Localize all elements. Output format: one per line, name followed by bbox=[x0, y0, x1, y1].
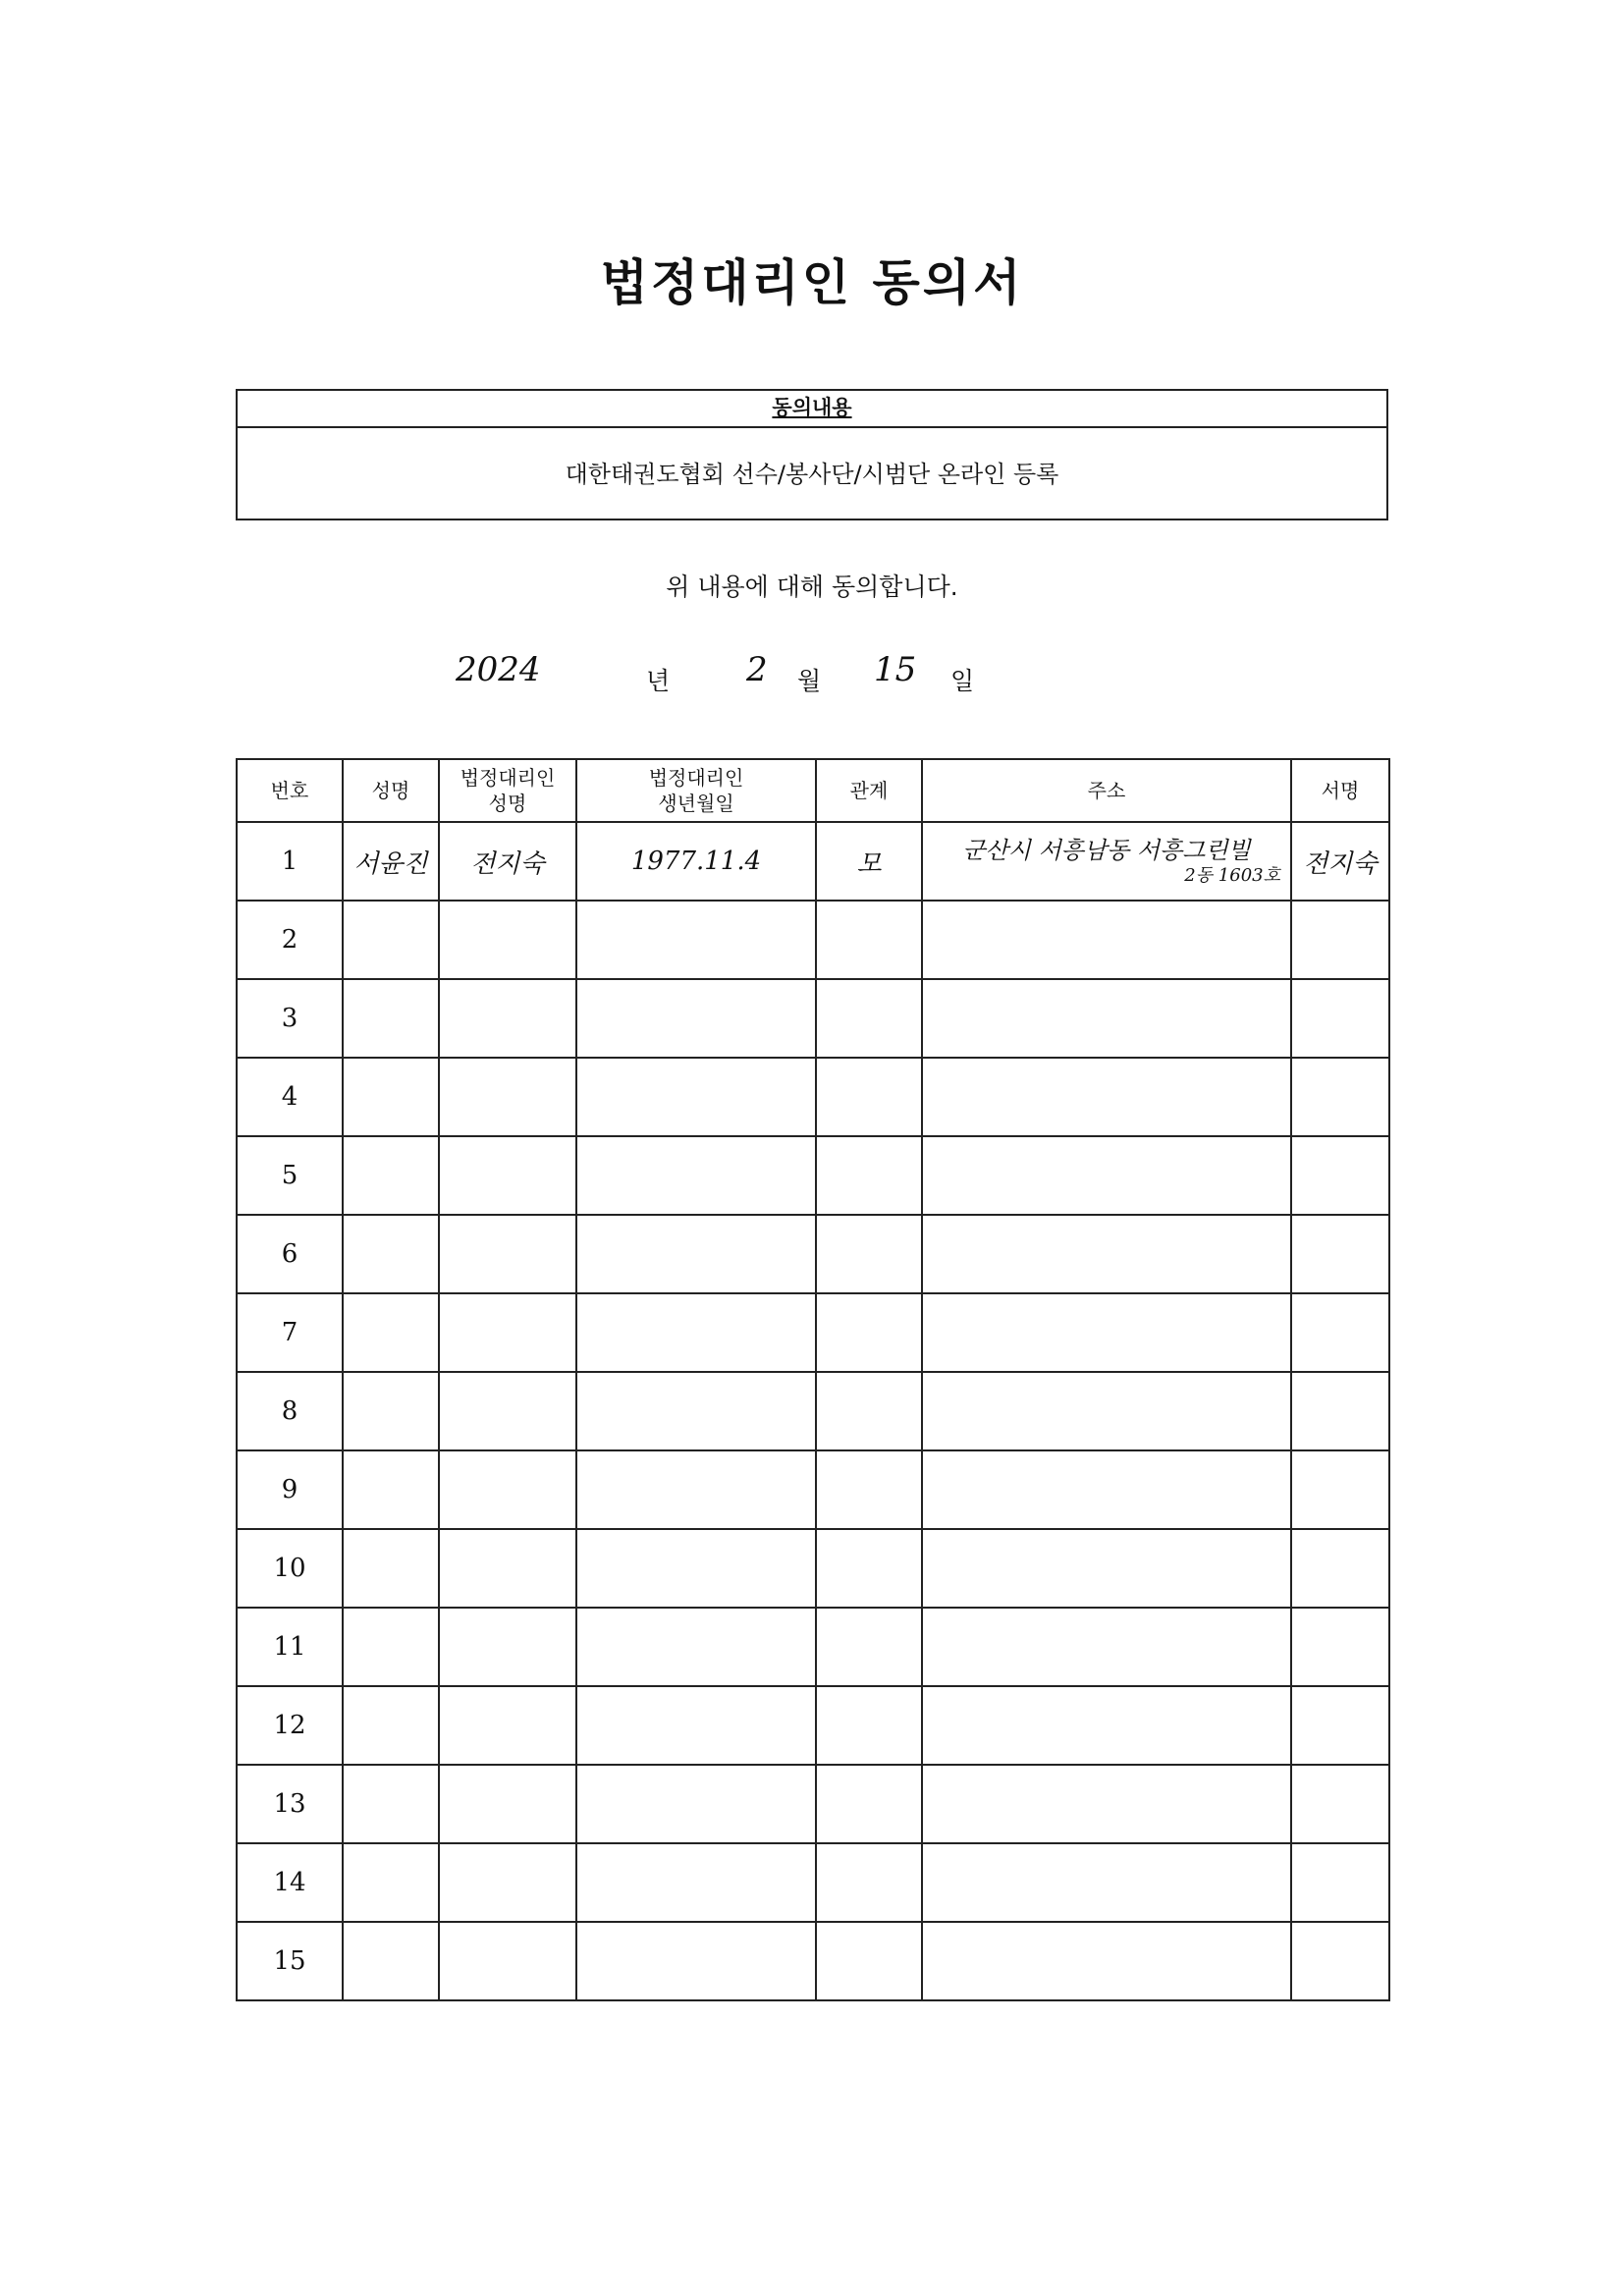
header-name: 성명 bbox=[343, 759, 439, 822]
table-row bbox=[237, 1215, 1389, 1293]
row-name bbox=[343, 1765, 439, 1843]
row-signature bbox=[1291, 1765, 1389, 1843]
row-signature bbox=[1291, 1450, 1389, 1529]
date-month: 2 bbox=[746, 650, 768, 689]
row-number: 14 bbox=[237, 1843, 343, 1922]
table-row bbox=[237, 1686, 1389, 1765]
row-relation bbox=[816, 979, 922, 1058]
row-guardian-name bbox=[439, 1450, 576, 1529]
row-guardian-name bbox=[439, 1843, 576, 1922]
row-number: 15 bbox=[237, 1922, 343, 2000]
row-number: 13 bbox=[237, 1765, 343, 1843]
row-signature bbox=[1291, 1215, 1389, 1293]
row-name bbox=[343, 1608, 439, 1686]
table-row bbox=[237, 979, 1389, 1058]
row-number: 7 bbox=[237, 1293, 343, 1372]
row-address bbox=[922, 1215, 1291, 1293]
row-name bbox=[343, 1293, 439, 1372]
row-address bbox=[922, 1450, 1291, 1529]
row-guardian-name: 전지숙 bbox=[439, 822, 576, 901]
row-guardian-name bbox=[439, 1058, 576, 1136]
row-name bbox=[343, 1215, 439, 1293]
row-signature bbox=[1291, 1058, 1389, 1136]
row-guardian-name bbox=[439, 1922, 576, 2000]
consent-content: 대한태권도협회 선수/봉사단/시범단 온라인 등록 bbox=[565, 461, 1059, 488]
row-guardian-name bbox=[439, 979, 576, 1058]
row-signature bbox=[1291, 901, 1389, 979]
row-number: 9 bbox=[237, 1450, 343, 1529]
row-name bbox=[343, 1843, 439, 1922]
row-guardian-name bbox=[439, 1765, 576, 1843]
row-signature bbox=[1291, 1293, 1389, 1372]
row-guardian-birth bbox=[576, 1686, 816, 1765]
row-number: 6 bbox=[237, 1215, 343, 1293]
row-signature: 전지숙 bbox=[1291, 822, 1389, 901]
row-number: 1 bbox=[237, 822, 343, 901]
header-address: 주소 bbox=[922, 759, 1291, 822]
row-number: 12 bbox=[237, 1686, 343, 1765]
table-row bbox=[237, 1136, 1389, 1215]
row-signature bbox=[1291, 1686, 1389, 1765]
row-signature bbox=[1291, 1608, 1389, 1686]
row-relation bbox=[816, 901, 922, 979]
row-relation: 모 bbox=[816, 822, 922, 901]
row-signature bbox=[1291, 1372, 1389, 1450]
row-guardian-name bbox=[439, 901, 576, 979]
row-number: 5 bbox=[237, 1136, 343, 1215]
row-name bbox=[343, 1450, 439, 1529]
row-guardian-birth bbox=[576, 1450, 816, 1529]
row-relation bbox=[816, 1765, 922, 1843]
row-address bbox=[922, 1608, 1291, 1686]
table-row bbox=[237, 1765, 1389, 1843]
document-title: 법정대리인 동의서 bbox=[600, 254, 1024, 311]
row-number: 2 bbox=[237, 901, 343, 979]
row-address bbox=[922, 1136, 1291, 1215]
row-signature bbox=[1291, 1529, 1389, 1608]
row-name bbox=[343, 901, 439, 979]
header-signature: 서명 bbox=[1291, 759, 1389, 822]
agree-statement: 위 내용에 대해 동의합니다. bbox=[666, 573, 958, 601]
row-relation bbox=[816, 1843, 922, 1922]
row-guardian-birth bbox=[576, 1293, 816, 1372]
row-address bbox=[922, 901, 1291, 979]
date-month-unit: 월 bbox=[797, 667, 822, 695]
row-name bbox=[343, 1058, 439, 1136]
row-name bbox=[343, 1136, 439, 1215]
guardian-table bbox=[236, 758, 1390, 2001]
row-address bbox=[922, 1293, 1291, 1372]
row-guardian-birth bbox=[576, 1843, 816, 1922]
row-relation bbox=[816, 1686, 922, 1765]
row-number: 8 bbox=[237, 1372, 343, 1450]
date-year-unit: 년 bbox=[646, 667, 671, 695]
date-year: 2024 bbox=[456, 650, 541, 689]
row-address bbox=[922, 1686, 1291, 1765]
row-relation bbox=[816, 1136, 922, 1215]
row-address bbox=[922, 1372, 1291, 1450]
row-relation bbox=[816, 1529, 922, 1608]
row-guardian-name bbox=[439, 1136, 576, 1215]
table-row bbox=[237, 1293, 1389, 1372]
row-name bbox=[343, 1529, 439, 1608]
consent-header: 동의내용 bbox=[238, 391, 1386, 428]
row-name bbox=[343, 1372, 439, 1450]
row-relation bbox=[816, 1450, 922, 1529]
header-guardian-birth: 법정대리인 생년월일 bbox=[576, 759, 816, 822]
row-number: 4 bbox=[237, 1058, 343, 1136]
row-signature bbox=[1291, 1136, 1389, 1215]
row-relation bbox=[816, 1372, 922, 1450]
row-address bbox=[922, 1058, 1291, 1136]
table-header-row bbox=[237, 759, 1389, 822]
row-guardian-birth: 1977.11.4 bbox=[576, 822, 816, 901]
row-guardian-birth bbox=[576, 1922, 816, 2000]
table-row bbox=[237, 901, 1389, 979]
row-signature bbox=[1291, 1843, 1389, 1922]
row-guardian-birth bbox=[576, 979, 816, 1058]
header-relation: 관계 bbox=[816, 759, 922, 822]
row-guardian-birth bbox=[576, 1058, 816, 1136]
row-address bbox=[922, 1765, 1291, 1843]
row-guardian-name bbox=[439, 1293, 576, 1372]
row-relation bbox=[816, 1293, 922, 1372]
row-guardian-name bbox=[439, 1529, 576, 1608]
row-guardian-birth bbox=[576, 1136, 816, 1215]
row-address: 군산시 서흥남동 서흥그린빌 2동 1603호 bbox=[922, 822, 1291, 901]
row-number: 11 bbox=[237, 1608, 343, 1686]
row-guardian-name bbox=[439, 1215, 576, 1293]
row-name: 서윤진 bbox=[343, 822, 439, 901]
row-guardian-birth bbox=[576, 1529, 816, 1608]
table-row bbox=[237, 1372, 1389, 1450]
row-name bbox=[343, 1922, 439, 2000]
row-guardian-name bbox=[439, 1608, 576, 1686]
table-body bbox=[237, 822, 1389, 2000]
table-row bbox=[237, 1922, 1389, 2000]
row-relation bbox=[816, 1922, 922, 2000]
table-row bbox=[237, 1058, 1389, 1136]
row-guardian-birth bbox=[576, 1608, 816, 1686]
table-row bbox=[237, 1529, 1389, 1608]
row-relation bbox=[816, 1608, 922, 1686]
row-guardian-birth bbox=[576, 901, 816, 979]
row-guardian-name bbox=[439, 1372, 576, 1450]
row-number: 3 bbox=[237, 979, 343, 1058]
row-relation bbox=[816, 1215, 922, 1293]
header-no: 번호 bbox=[237, 759, 343, 822]
row-address bbox=[922, 1529, 1291, 1608]
row-address bbox=[922, 1843, 1291, 1922]
row-guardian-birth bbox=[576, 1765, 816, 1843]
consent-box bbox=[236, 389, 1388, 520]
table-row bbox=[237, 1843, 1389, 1922]
row-guardian-birth bbox=[576, 1215, 816, 1293]
date-line bbox=[432, 648, 1021, 717]
row-guardian-birth bbox=[576, 1372, 816, 1450]
table-row bbox=[237, 1450, 1389, 1529]
row-signature bbox=[1291, 979, 1389, 1058]
table-row bbox=[237, 1608, 1389, 1686]
row-signature bbox=[1291, 1922, 1389, 2000]
row-name bbox=[343, 1686, 439, 1765]
row-number: 10 bbox=[237, 1529, 343, 1608]
row-address bbox=[922, 979, 1291, 1058]
table-row bbox=[237, 822, 1389, 901]
date-day-unit: 일 bbox=[950, 667, 975, 695]
date-day: 15 bbox=[874, 650, 917, 689]
row-address bbox=[922, 1922, 1291, 2000]
header-guardian-name: 법정대리인 성명 bbox=[439, 759, 576, 822]
row-guardian-name bbox=[439, 1686, 576, 1765]
row-name bbox=[343, 979, 439, 1058]
row-relation bbox=[816, 1058, 922, 1136]
